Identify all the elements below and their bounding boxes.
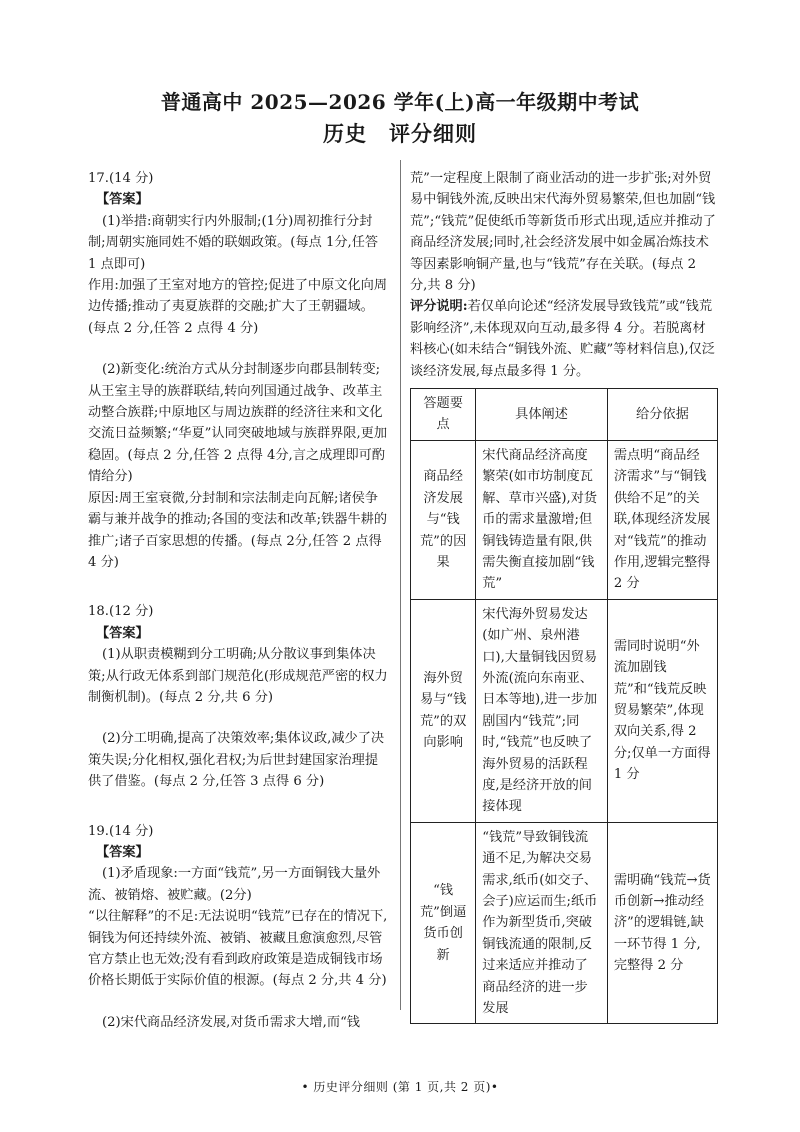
exam-subtitle [0, 118, 800, 148]
table-row [411, 822, 718, 1024]
scoring-note-label: 评分说明: [410, 299, 468, 315]
q19-part1: (1)矛盾现象:一方面“钱荒”,另一方面铜钱大量外流、被销熔、被贮藏。(2分) [88, 866, 381, 903]
q19-number: 19.(14 分) [88, 823, 154, 839]
q19-part1-explain: “以往解释”的不足:无法说明“钱荒”已存在的情况下,铜钱为何还持续外流、被销、被藏且愈演愈烈,尽管官方禁止也无效;没有看到政府政策是造成铜钱市场价格长期低于实际价值的根源。(每点 2 分,共 4 分) [88, 909, 388, 989]
q17-answer-label: 【答案】 [96, 192, 149, 208]
exam-title: 普通高中 2025—2026 学年(上)高一年级期中考试 [160, 90, 640, 114]
rubric-header: 答题要点 [411, 389, 476, 441]
column-divider [400, 160, 401, 1010]
rubric-header: 具体阐述 [476, 389, 608, 441]
q18-number: 18.(12 分) [88, 604, 154, 620]
page-footer: • 历史评分细则 (第 1 页,共 2 页)• [301, 1080, 499, 1094]
table-row [411, 599, 718, 822]
left-column [88, 168, 390, 1033]
rubric-basis: 需同时说明“外流加剧钱荒”和“钱荒反映贸易繁荣”,体现双向关系,得 2 分;仅单一方面得 1 分 [607, 599, 717, 822]
q19-scoring-note [410, 296, 716, 382]
q17-part2-reason: 原因:周王室衰微,分封制和宗法制走向瓦解;诸侯争霸与兼并战争的推动;各国的变法和改革;铁器牛耕的推广;诸子百家思想的传播。(每点 2分,任答 2 点得 4 分) [88, 490, 388, 570]
q19-answer-label: 【答案】 [96, 844, 149, 860]
rubric-detail: 宋代海外贸易发达(如广州、泉州港口),大量铜钱因贸易外流(流向东南亚、日本等地),进一步加剧国内“钱荒”;同时,“钱荒”也反映了海外贸易的活跃程度,是经济开放的间接体现 [476, 599, 608, 822]
scoring-note-text: 若仅单向论述“经济发展导致钱荒”或“钱荒影响经济”,未体现双向互动,最多得 4 分。若脱离材料核心(如未结合“铜钱外流、贮藏”等材料信息),仅泛谈经济发展,每点最多得 1 分。 [410, 299, 715, 379]
rubric-detail: “钱荒”导致铜钱流通不足,为解决交易需求,纸币(如交子、会子)应运而生;纸币作为新型货币,突破铜钱流通的限制,反过来适应并推动了商品经济的进一步发展 [476, 822, 608, 1024]
table-row [411, 440, 718, 599]
doc-type-label: 评分细则 [389, 121, 477, 146]
rubric-point: 海外贸易与“钱荒”的双向影响 [411, 599, 476, 822]
q19-part2-start: (2)宋代商品经济发展,对货币需求大增,而“钱 [102, 1014, 360, 1030]
rubric-basis: 需明确“钱荒→货币创新→推动经济”的逻辑链,缺一环节得 1 分,完整得 2 分 [607, 822, 717, 1024]
rubric-table [410, 388, 718, 1024]
rubric-basis: 需点明“商品经济需求”与“铜钱供给不足”的关联,体现经济发展对“钱荒”的推动作用,逻辑完整得 2 分 [607, 440, 717, 599]
q17-number: 17.(14 分) [88, 171, 154, 186]
rubric-point: “钱荒”倒逼货币创新 [411, 822, 476, 1024]
q18-answer-label: 【答案】 [96, 625, 149, 641]
q17-part1: (1)举措:商朝实行内外服制;(1分)周初推行分封制;周朝实施同姓不婚的联姻政策。(每点 1分,任答 1 点即可) [88, 213, 379, 272]
rubric-header-row [411, 389, 718, 441]
q18-part1: (1)从职责模糊到分工明确;从分散议事到集体决策;从行政无体系到部门规范化(形成规范严密的权力制衡机制)。(每点 2 分,共 6 分) [88, 647, 388, 705]
rubric-header: 给分依据 [607, 389, 717, 441]
right-column [410, 168, 716, 1024]
q17-part1-effect: 作用:加强了王室对地方的管控;促进了中原文化向周边传播;推动了夷夏族群的交融;扩大了王朝疆域。(每点 2 分,任答 2 点得 4 分) [88, 278, 388, 336]
q17-part2: (2)新变化:统治方式从分封制逐步向郡县制转变;从王室主导的族群联结,转向列国通过战争、改革主动整合族群;中原地区与周边族群的经济往来和文化交流日益频繁;“华夏”认同突破地域与族群界限,更加稳固。(每点 2 分,任答 2 点得 4分,言之成理即可酌情给分) [88, 362, 388, 485]
rubric-detail: 宋代商品经济高度繁荣(如市坊制度瓦解、草市兴盛),对货币的需求量激增;但铜钱铸造量有限,供需失衡直接加剧“钱荒” [476, 440, 608, 599]
q19-part2-continued: 荒”一定程度上限制了商业活动的进一步扩张;对外贸易中铜钱外流,反映出宋代海外贸易繁荣,但也加剧“钱荒”;“钱荒”促使纸币等新货币形式出现,适应并推动了商品经济发展;同时,社会经济发展中如金属冶炼技术等因素影响铜产量,也与“钱荒”存在关联。(每点 2 分,共 8 分) [410, 171, 716, 294]
subject-label: 历史 [323, 121, 367, 146]
rubric-point: 商品经济发展与“钱荒”的因果 [411, 440, 476, 599]
q18-part2: (2)分工明确,提高了决策效率;集体议政,减少了决策失误;分化相权,强化君权;为后世封建国家治理提供了借鉴。(每点 2 分,任答 3 点得 6 分) [88, 731, 385, 790]
